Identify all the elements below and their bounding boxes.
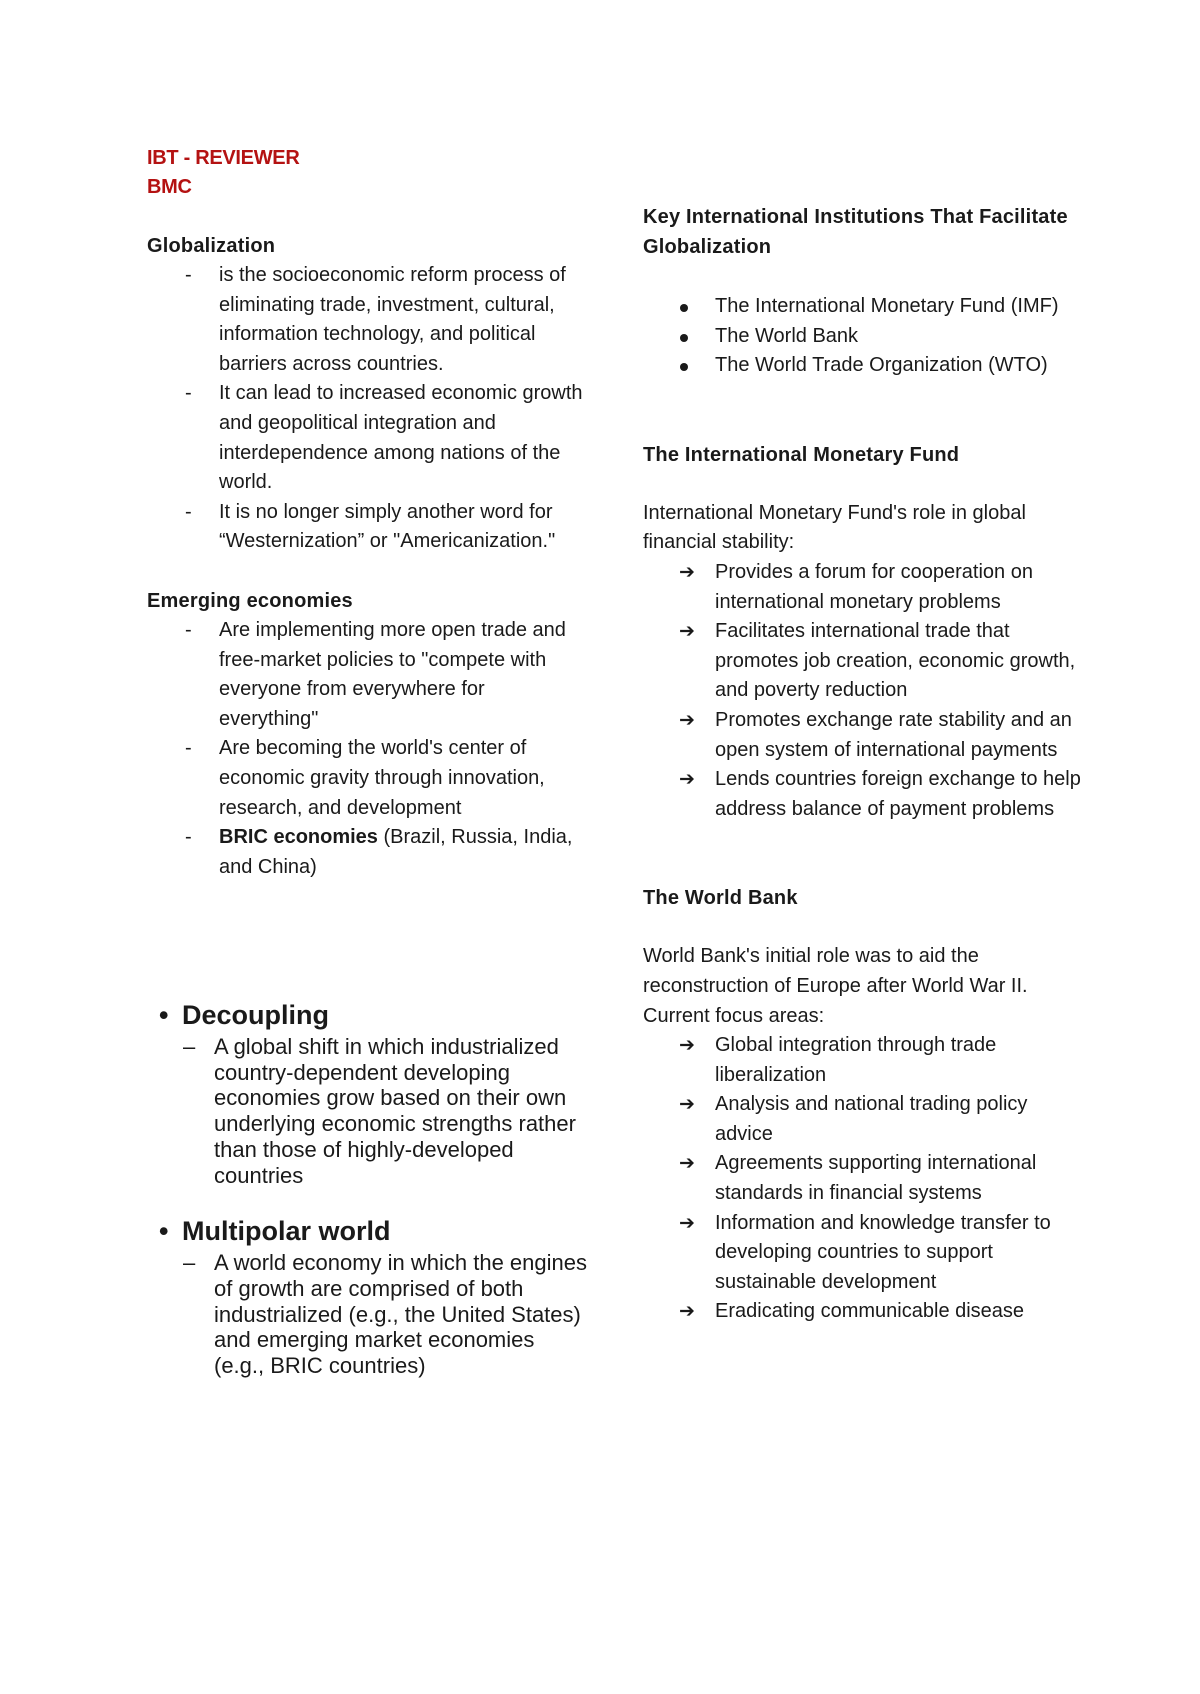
dash-marker: - — [185, 500, 192, 523]
institutions-heading: Key International Institutions That Facilitate Globalization — [643, 206, 1068, 258]
list-item: ➔ Eradicating communicable disease — [643, 1297, 1083, 1327]
slide-excerpt — [150, 1000, 590, 1379]
list-item: The World Bank — [643, 322, 1083, 352]
list-item: ➔ Lends countries foreign exchange to help address balance of payment problems — [643, 765, 1083, 824]
arrow-right-icon: ➔ — [679, 1035, 695, 1057]
list-item: - is the socioeconomic reform process of eliminating trade, investment, cultural, information technology, and political barriers across countries. — [147, 261, 587, 379]
emerging-heading: Emerging economies — [147, 589, 353, 612]
globalization-heading: Globalization — [147, 235, 276, 257]
bullet-marker: • — [159, 1000, 169, 1030]
list-item: ➔ Agreements supporting international standards in financial systems — [643, 1149, 1083, 1208]
worldbank-list — [643, 1031, 1083, 1327]
arrow-right-icon: ➔ — [679, 769, 695, 791]
bullet-dot-icon — [680, 334, 688, 342]
institutions-list — [643, 292, 1083, 381]
document-title: IBT - REVIEWER — [147, 147, 300, 169]
decoupling-heading: • Decoupling — [159, 1000, 329, 1030]
document-subtitle: BMC — [147, 176, 192, 198]
list-item: ➔ Promotes exchange rate stability and an open system of international payments — [643, 706, 1083, 765]
list-item: The International Monetary Fund (IMF) — [643, 292, 1083, 322]
dash-marker: - — [185, 737, 192, 760]
bullet-dot-icon — [680, 363, 688, 371]
list-item: - BRIC economies (Brazil, Russia, India, and China) — [147, 823, 587, 882]
list-item: ➔ Information and knowledge transfer to developing countries to support sustainable development — [643, 1209, 1083, 1298]
arrow-right-icon: ➔ — [679, 1094, 695, 1116]
imf-list — [643, 558, 1083, 824]
list-item: - It is no longer simply another word for “Westernization” or "Americanization." — [147, 498, 587, 557]
arrow-right-icon: ➔ — [679, 709, 695, 731]
bric-bold-label: BRIC economies — [219, 826, 378, 849]
arrow-right-icon: ➔ — [679, 1301, 695, 1323]
globalization-list — [147, 261, 587, 557]
dash-marker: - — [185, 826, 192, 849]
worldbank-heading: The World Bank — [643, 887, 798, 910]
list-item: ➔ Facilitates international trade that promotes job creation, economic growth, and poverty reduction — [643, 617, 1083, 706]
dash-marker: - — [185, 264, 192, 286]
arrow-right-icon: ➔ — [679, 561, 695, 583]
list-item: - Are implementing more open trade and free-market policies to "compete with everyone from everywhere for everything" — [147, 616, 587, 734]
emerging-list — [147, 616, 587, 882]
worldbank-intro: World Bank's initial role was to aid the reconstruction of Europe after World War II. — [643, 945, 1028, 997]
list-item: - Are becoming the world's center of economic gravity through innovation, research, and development — [147, 734, 587, 823]
arrow-right-icon: ➔ — [679, 1212, 695, 1234]
imf-heading: The International Monetary Fund — [643, 443, 960, 466]
bullet-dot-icon — [680, 304, 688, 312]
list-item: ➔ Analysis and national trading policy advice — [643, 1090, 1083, 1149]
list-item: ➔ Global integration through trade liberalization — [643, 1031, 1083, 1090]
list-item: - It can lead to increased economic growth and geopolitical integration and interdependence among nations of the world. — [147, 379, 587, 497]
dash-marker: – — [183, 1250, 196, 1276]
multipolar-heading: • Multipolar world — [159, 1216, 391, 1247]
arrow-right-icon: ➔ — [679, 621, 695, 643]
right-column — [643, 202, 1083, 1327]
list-item: The World Trade Organization (WTO) — [643, 351, 1083, 381]
dash-marker: - — [185, 618, 192, 641]
dash-marker: – — [183, 1034, 196, 1059]
left-column — [147, 144, 587, 882]
multipolar-text: – A world economy in which the engines of growth are comprised of both industrialized (e.g., the United States) and emerging market economies (e.g., BRIC countries) — [183, 1250, 587, 1379]
list-item: ➔ Provides a forum for cooperation on international monetary problems — [643, 558, 1083, 617]
worldbank-focus-label: Current focus areas: — [643, 1004, 825, 1027]
imf-intro: International Monetary Fund's role in global financial stability: — [643, 501, 1026, 554]
arrow-right-icon: ➔ — [679, 1153, 695, 1175]
decoupling-text: – A global shift in which industrialized country-dependent developing economies grow based on their own underlying economic strengths rather than those of highly-developed countries — [183, 1034, 576, 1188]
bullet-marker: • — [159, 1216, 169, 1247]
dash-marker: - — [185, 382, 192, 405]
